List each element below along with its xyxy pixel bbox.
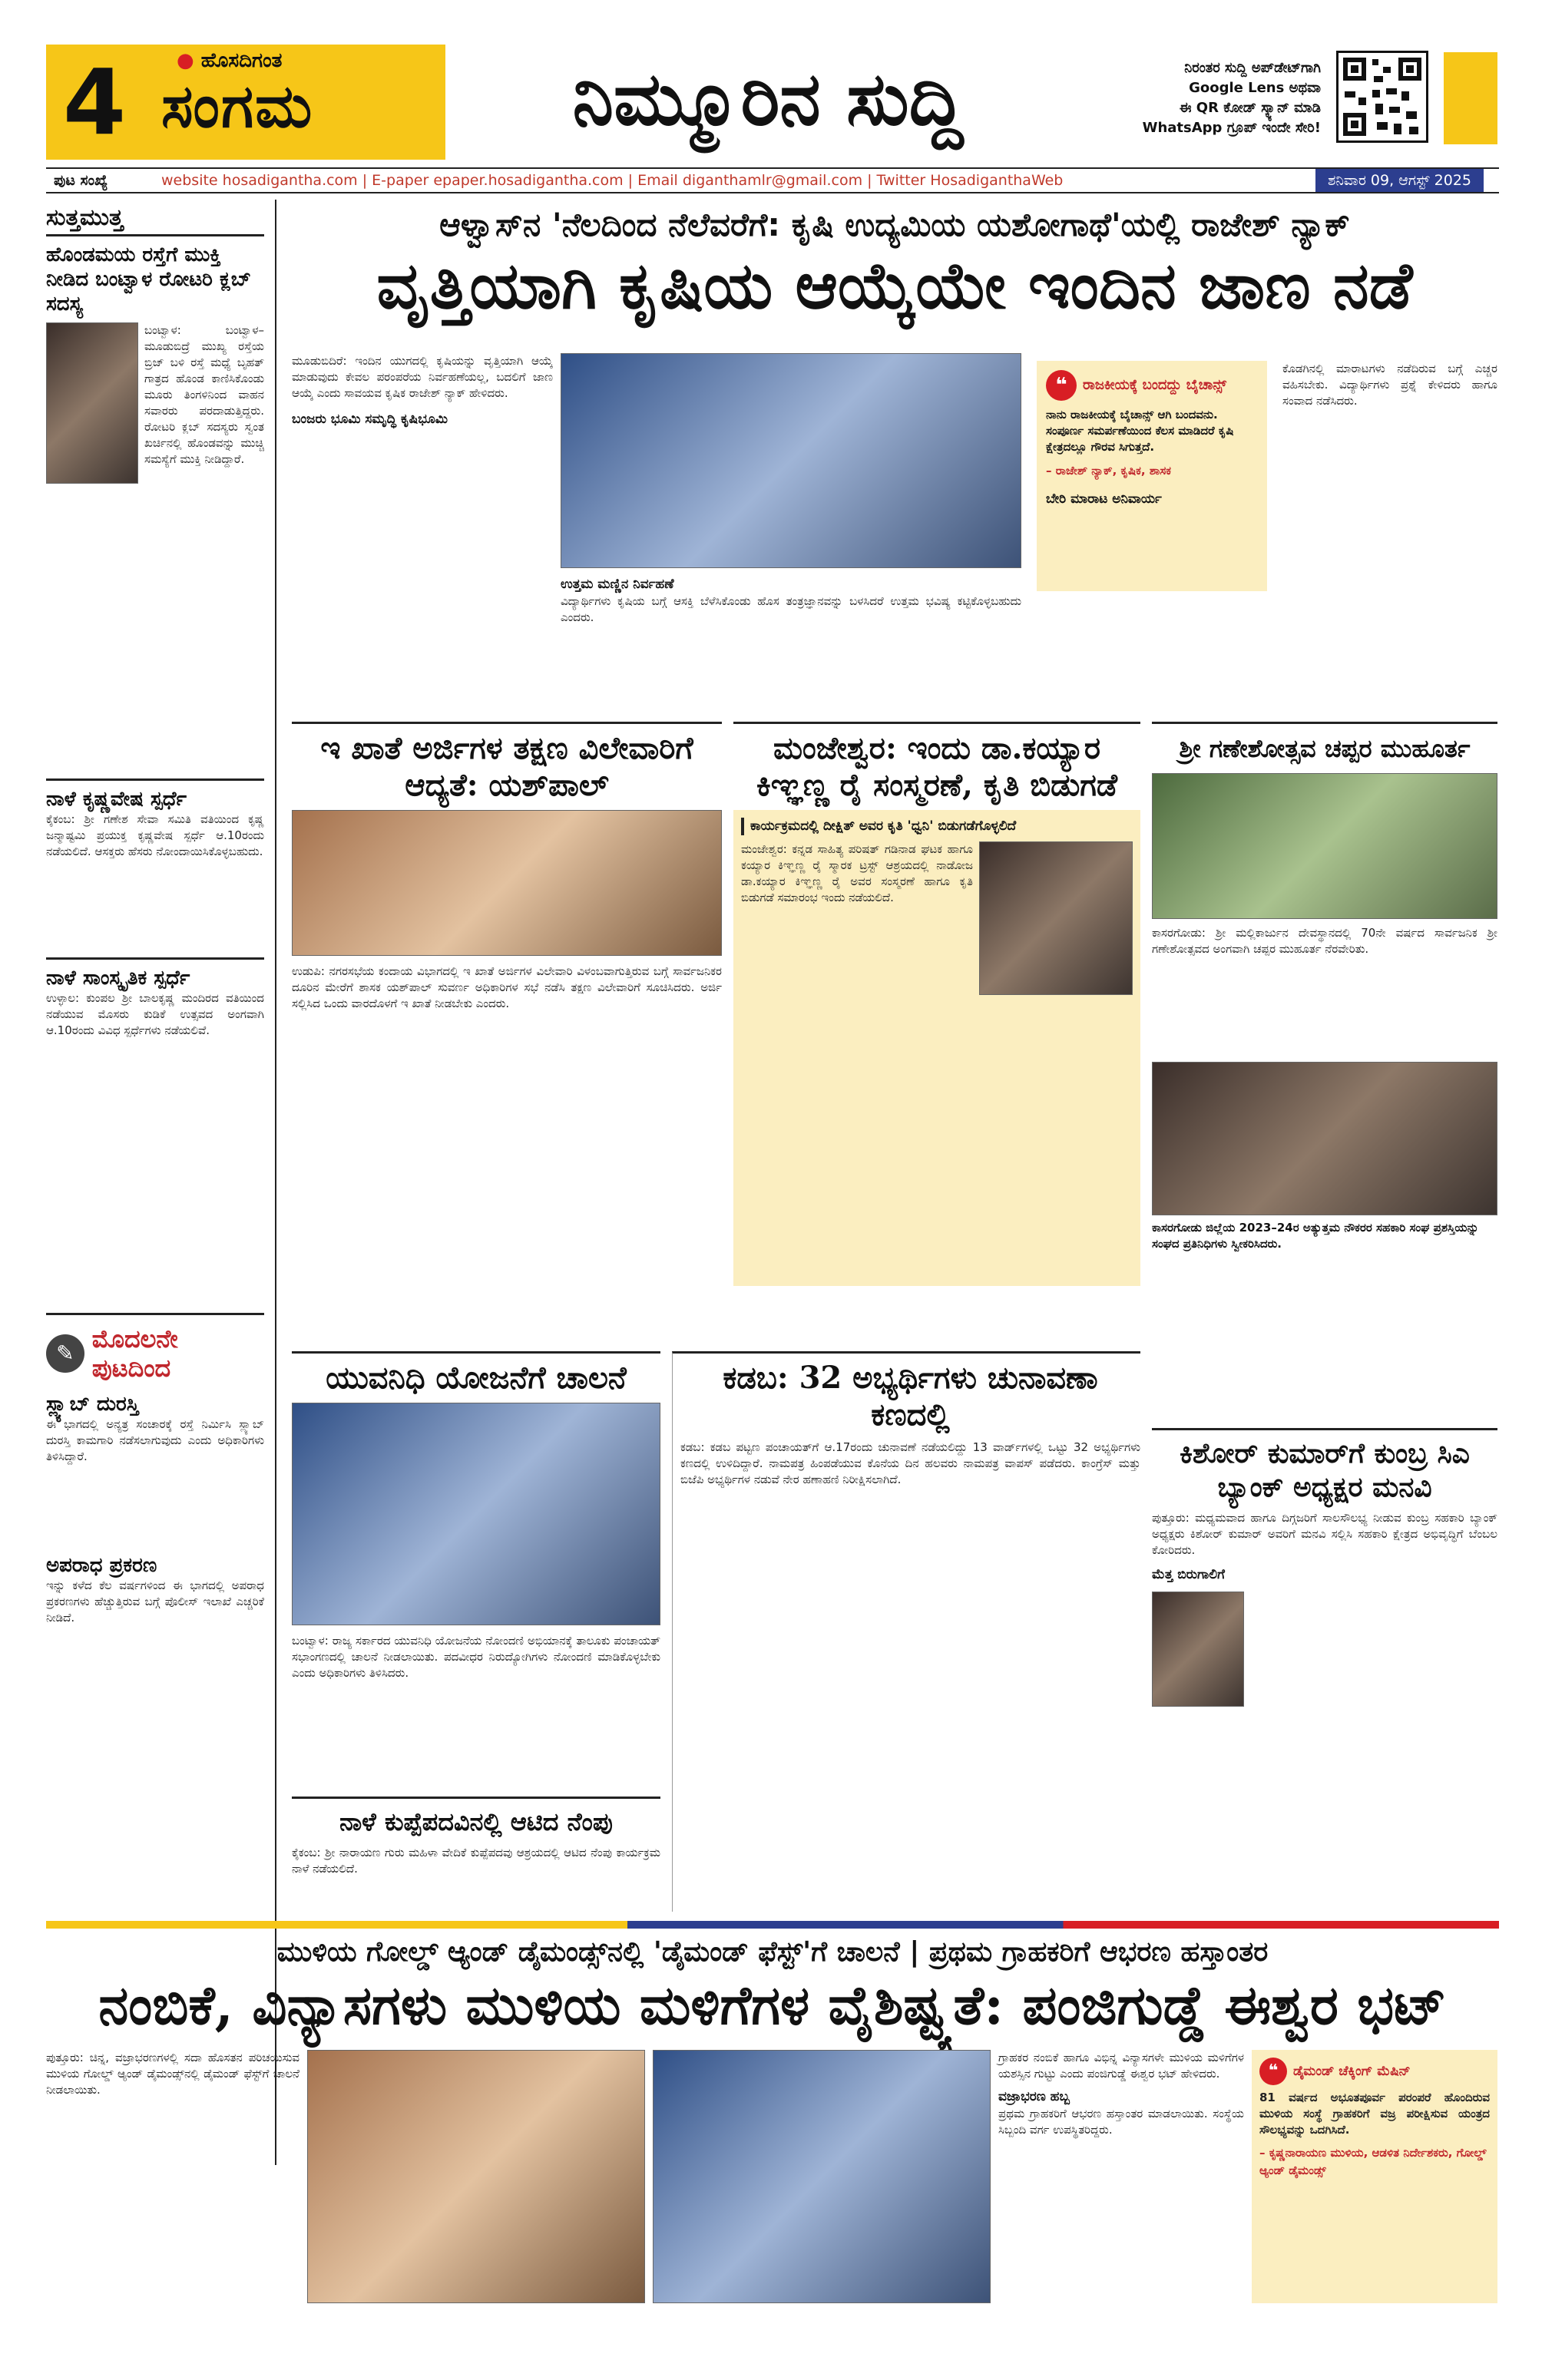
banner-column-1 — [46, 2050, 299, 2357]
lead-subhead: ಉತ್ತಮ ಮಣ್ಣಿನ ನಿರ್ವಹಣೆ — [561, 577, 674, 592]
story-text: ಕಾಸರಗೋಡು: ಶ್ರೀ ಮಲ್ಲಿಕಾರ್ಜುನ ದೇವಸ್ಥಾನದಲ್ಲಿ 70ನೇ ವರ್ಷದ ಸಾರ್ವಜನಿಕ ಶ್ರೀ ಗಣೇಶೋತ್ಸವದ ಅಂಗವಾಗಿ ಚಪ್ಪರ ಮುಹೂರ್ತ ನೆರವೇರಿತು. — [1152, 926, 1497, 956]
story-text: ಕೈಕಂಬ: ಶ್ರೀ ಗಣೇಶ ಸೇವಾ ಸಮಿತಿ ವತಿಯಿಂದ ಕೃಷ್ಣ ಜನ್ಮಾಷ್ಟಮಿ ಪ್ರಯುಕ್ತ ಕೃಷ್ಣವೇಷ ಸ್ಪರ್ಧೆ ಆ.10ರಂದು ನಡೆಯಲಿದೆ. ಆಸಕ್ತರು ಹೆಸರು ನೋಂದಾಯಿಸಿಕೊಳ್ಳಬಹುದು. — [46, 812, 264, 858]
divider — [46, 1313, 264, 1315]
portrait-photo — [1152, 1592, 1244, 1707]
story-photo — [292, 1403, 660, 1625]
divider — [46, 778, 264, 781]
page-number-block — [46, 45, 445, 160]
story-aati — [292, 1797, 660, 1877]
story-text: ಕಡಬ: ಕಡಬ ಪಟ್ಟಣ ಪಂಚಾಯತ್‌ಗೆ ಆ.17ರಂದು ಚುನಾವಣೆ ನಡೆಯಲಿದ್ದು 13 ವಾರ್ಡ್‌ಗಳಲ್ಲಿ ಒಟ್ಟು 32 ಅಭ್ಯರ್ಥಿಗಳು ಕಣದಲ್ಲಿ ಉಳಿದಿದ್ದಾರೆ. ನಾಮಪತ್ರ ಹಿಂಪಡೆಯುವ ಕೊನೆಯ ದಿನ ಹಲವರು ನಾಮಪತ್ರ ವಾಪಸ್ ಪಡೆದರು. ಕಾಂಗ್ರೆಸ್ ಮತ್ತು ಬಿಜೆಪಿ ಅಭ್ಯರ್ಥಿಗಳ ನಡುವೆ ನೇರ ಹಣಾಹಣಿ ನಿರೀಕ್ಷಿಸಲಾಗಿದೆ. — [680, 1440, 1140, 1486]
story-yuvanidhi — [292, 1351, 660, 1787]
story-headline: ಹೊಂಡಮಯ ರಸ್ತೆಗೆ ಮುಕ್ತಿ ನೀಡಿದ ಬಂಟ್ವಾಳ ರೋಟರಿ ಕ್ಲಬ್ ಸದಸ್ಯ — [46, 243, 251, 316]
story-photo — [292, 810, 722, 956]
quote-text: ನಾನು ರಾಜಕೀಯಕ್ಕೆ ಬೈಚಾನ್ಸ್ ಆಗಿ ಬಂದವನು. ಸಂಪೂರ್ಣ ಸಮರ್ಪಣೆಯಿಂದ ಕೆಲಸ ಮಾಡಿದರೆ ಕೃಷಿ ಕ್ಷೇತ್ರದಲ್ಲೂ ಗೌರವ ಸಿಗುತ್ತದೆ. — [1046, 408, 1234, 454]
story-text: ಪುತ್ತೂರು: ಮಧ್ಯಮವಾದ ಹಾಗೂ ದಿಗ್ಗಜರಿಗೆ ಸಾಲಸೌಲಭ್ಯ ನೀಡುವ ಕುಂಬ್ರ ಸಹಕಾರಿ ಬ್ಯಾಂಕ್ ಅಧ್ಯಕ್ಷರು ಕಿಶೋರ್ ಕುಮಾರ್ ಅವರಿಗೆ ಮನವಿ ಸಲ್ಲಿಸಿ ಸಹಕಾರಿ ಕ್ಷೇತ್ರದ ಅಭಿವೃದ್ಧಿಗೆ ಬೆಂಬಲ ಕೋರಿದರು. — [1152, 1511, 1497, 1557]
color-divider — [46, 1921, 1499, 1929]
masthead — [46, 45, 1499, 160]
banner-text: ಪ್ರಥಮ ಗ್ರಾಹಕರಿಗೆ ಆಭರಣ ಹಸ್ತಾಂತರ ಮಾಡಲಾಯಿತು. ಸಂಸ್ಥೆಯ ಸಿಬ್ಬಂದಿ ವರ್ಗ ಉಪಸ್ಥಿತರಿದ್ದರು. — [998, 2107, 1244, 2137]
story-subhead: ಮೆತ್ತ ಬಿರುಗಾಲಿಗೆ — [1152, 1567, 1225, 1582]
story-headline: ಸ್ಲ್ಯಾಬ್ ದುರಸ್ತಿ — [46, 1393, 139, 1416]
story-text: ಈ ಭಾಗದಲ್ಲಿ ಅನ್ಯತ್ರ ಸಂಚಾರಕ್ಕೆ ರಸ್ತೆ ನಿರ್ಮಿಸಿ ಸ್ಲ್ಯಾಬ್ ದುರಸ್ತಿ ಕಾಮಗಾರಿ ನಡೆಸಲಾಗುವುದು ಎಂದು ಅಧಿಕಾರಿಗಳು ತಿಳಿಸಿದ್ದಾರೆ. — [46, 1417, 264, 1463]
lead-photo — [561, 353, 1021, 568]
box-attribution: – ಕೃಷ್ಣನಾರಾಯಣ ಮುಳಿಯ, ಆಡಳಿತ ನಿರ್ದೇಶಕರು, ಗೋಲ್ಡ್ ಆ್ಯಂಡ್ ಡೈಮಂಡ್ಸ್ — [1259, 2146, 1487, 2177]
story-text: ಮಂಜೇಶ್ವರ: ಕನ್ನಡ ಸಾಹಿತ್ಯ ಪರಿಷತ್ ಗಡಿನಾಡ ಘಟಕ ಹಾಗೂ ಕಯ್ಯಾರ ಕಿಞ್ಞಣ್ಣ ರೈ ಸ್ಮಾರಕ ಟ್ರಸ್ಟ್ ಆಶ್ರಯದಲ್ಲಿ ನಾಡೋಜ ಡಾ.ಕಯ್ಯಾರ ಕಿಞ್ಞಣ್ಣ ರೈ ಅವರ ಸಂಸ್ಮರಣೆ ಹಾಗೂ ಕೃತಿ ಬಿಡುಗಡೆ ಸಮಾರಂಭ ಇಂದು ನಡೆಯಲಿದೆ. — [741, 842, 973, 904]
banner-kicker: ಮುಳಿಯ ಗೋಲ್ಡ್ ಆ್ಯಂಡ್ ಡೈಮಂಡ್ಸ್‌ನಲ್ಲಿ 'ಡೈಮಂಡ್ ಫೆಸ್ಟ್'ಗೆ ಚಾಲನೆ | ಪ್ರಥಮ ಗ್ರಾಹಕರಿಗೆ ಆಭರಣ ಹಸ್ತಾಂತರ — [276, 1936, 1269, 1968]
quote-icon: ❝ — [1046, 370, 1077, 401]
divider — [46, 234, 264, 236]
info-bar — [46, 167, 1499, 193]
lead-subhead: ಬೇರಿ ಮಾರಾಟ ಅನಿವಾರ್ಯ — [1046, 491, 1162, 507]
first-page-banner: ✎ ಮೊದಲನೇ ಪುಟದಿಂದ — [46, 1324, 264, 1383]
story-headline: ಅಪರಾಧ ಪ್ರಕರಣ — [46, 1554, 157, 1577]
story-callout: ಕಾರ್ಯಕ್ರಮದಲ್ಲಿ ದೀಕ್ಷಿತ್ ಅವರ ಕೃತಿ 'ಧ್ವನಿ' ಬಿಡುಗಡೆಗೊಳ್ಳಲಿದೆ — [741, 818, 1133, 835]
qr-code-icon[interactable] — [1336, 51, 1428, 143]
story-headline: ಕಡಬ: 32 ಅಭ್ಯರ್ಥಿಗಳು ಚುನಾವಣಾ ಕಣದಲ್ಲಿ — [723, 1360, 1098, 1433]
contact-links[interactable]: website hosadigantha.com | E-paper epaper.hosadigantha.com | Email diganthamlr@gmail.com | Twitter HosadiganthaWeb — [161, 172, 1064, 189]
banner-column-2 — [998, 2050, 1244, 2357]
story-body — [733, 810, 1140, 1286]
story-e-khata — [292, 722, 722, 1286]
pencil-icon: ✎ — [46, 1334, 84, 1373]
quote-title: ರಾಜಕೀಯಕ್ಕೆ ಬಂದದ್ದು ಬೈಚಾನ್ಸ್ — [1083, 377, 1226, 393]
banner-subhead: ವಜ್ರಾಭರಣ ಹಬ್ಬ — [998, 2089, 1070, 2104]
photo-caption: ಕಾಸರಗೋಡು ಜಿಲ್ಲೆಯ 2023–24ರ ಅತ್ಯುತ್ತಮ ನೌಕರರ ಸಹಕಾರಿ ಸಂಘ ಪ್ರಶಸ್ತಿಯನ್ನು ಸಂಘದ ಪ್ರತಿನಿಧಿಗಳು ಸ್ವೀಕರಿಸಿದರು. — [1152, 1221, 1479, 1251]
story-kumbra — [1152, 1428, 1497, 1912]
story-text: ಇನ್ನು ಕಳೆದ ಕೆಲ ವರ್ಷಗಳಿಂದ ಈ ಭಾಗದಲ್ಲಿ ಅಪರಾಧ ಪ್ರಕರಣಗಳು ಹೆಚ್ಚುತ್ತಿರುವ ಬಗ್ಗೆ ಪೊಲೀಸ್ ಇಲಾಖೆ ಎಚ್ಚರಿಕೆ ನೀಡಿದೆ. — [46, 1578, 264, 1625]
story-headline: ಇ ಖಾತೆ ಅರ್ಜಿಗಳ ತಕ್ಷಣ ವಿಲೇವಾರಿಗೆ ಆದ್ಯತೆ: ಯಶ್‌ಪಾಲ್ — [320, 730, 693, 803]
story-headline: ಯುವನಿಧಿ ಯೋಜನೆಗೆ ಚಾಲನೆ — [326, 1360, 627, 1396]
story-headline: ಮಂಜೇಶ್ವರ: ಇಂದು ಡಾ.ಕಯ್ಯಾರ ಕಿಞ್ಞಣ್ಣ ರೈ ಸಂಸ್ಮರಣೆ, ಕೃತಿ ಬಿಡುಗಡೆ — [756, 730, 1118, 803]
story-headline: ನಾಳೆ ಸಾಂಸ್ಕೃತಿಕ ಸ್ಪರ್ಧೆ — [46, 967, 190, 990]
lead-text: ಕೊಡಗಿನಲ್ಲಿ ಮಾರಾಟಗಳು ನಡೆದಿರುವ ಬಗ್ಗೆ ಎಚ್ಚರ ವಹಿಸಬೇಕು. ವಿದ್ಯಾರ್ಥಿಗಳು ಪ್ರಶ್ನೆ ಕೇಳಿದರು ಹಾಗೂ ಸಂವಾದ ನಡೆಸಿದರು. — [1282, 362, 1497, 408]
story-headline: ಶ್ರೀ ಗಣೇಶೋತ್ಸವ ಚಪ್ಪರ ಮುಹೂರ್ತ — [1179, 734, 1471, 763]
banner-photo-2 — [653, 2050, 991, 2303]
story-headline: ನಾಳೆ ಕುಪ್ಪೆಪದವಿನಲ್ಲಿ ಆಟಿದ ನೆಂಪು — [339, 1807, 613, 1836]
award-photo — [1152, 1062, 1497, 1215]
divider — [46, 957, 264, 960]
lead-text: ಮೂಡುಬಿದಿರೆ: ಇಂದಿನ ಯುಗದಲ್ಲಿ ಕೃಷಿಯನ್ನು ವೃತ್ತಿಯಾಗಿ ಆಯ್ಕೆ ಮಾಡುವುದು ಕೇವಲ ಪರಂಪರೆಯ ನಿರ್ವಹಣೆಯಲ್ಲ, ಬದಲಿಗೆ ಜಾಣ ಆಯ್ಕೆ ಎಂದು ಸಾವಯವ ಕೃಷಿಕ ರಾಜೇಶ್ ನ್ಯಾಕ್ ಹೇಳಿದರು. — [292, 354, 553, 400]
lead-column-3 — [1282, 361, 1497, 714]
lead-column-2 — [561, 576, 1021, 714]
story-headline: ನಾಳೆ ಕೃಷ್ಣವೇಷ ಸ್ಪರ್ಧೆ — [46, 788, 187, 811]
story-kadaba — [672, 1351, 1140, 1912]
story-ganeshotsava — [1152, 722, 1497, 1252]
lead-subhead: ಬಂಜರು ಭೂಮಿ ಸಮೃದ್ಧಿ ಕೃಷಿಭೂಮಿ — [292, 412, 448, 427]
box-title: ಡೈಮಂಡ್ ಚೆಕ್ಕಿಂಗ್ ಮೆಷಿನ್ — [1293, 2063, 1411, 2079]
story-photo — [1152, 773, 1497, 919]
lead-text: ವಿದ್ಯಾರ್ಥಿಗಳು ಕೃಷಿಯ ಬಗ್ಗೆ ಆಸಕ್ತಿ ಬೆಳೆಸಿಕೊಂಡು ಹೊಸ ತಂತ್ರಜ್ಞಾನವನ್ನು ಬಳಸಿದರೆ ಉತ್ತಮ ಭವಿಷ್ಯ ಕಟ್ಟಿಕೊಳ್ಳಬಹುದು ಎಂದರು. — [561, 594, 1021, 624]
story-text: ಕೈಕಂಬ: ಶ್ರೀ ನಾರಾಯಣ ಗುರು ಮಹಿಳಾ ವೇದಿಕೆ ಕುಪ್ಪೆಪದವು ಆಶ್ರಯದಲ್ಲಿ ಆಟಿದ ನೆಂಪು ಕಾರ್ಯಕ್ರಮ ನಾಳೆ ನಡೆಯಲಿದೆ. — [292, 1846, 660, 1876]
brand-top: ● ಹೊಸದಿಗಂತ — [177, 49, 283, 72]
story-text: ಉಳ್ಳಾಲ: ಕುಂಪಲ ಶ್ರೀ ಬಾಲಕೃಷ್ಣ ಮಂದಿರದ ವತಿಯಿಂದ ನಡೆಯುವ ಮೊಸರು ಕುಡಿಕೆ ಉತ್ಸವದ ಅಂಗವಾಗಿ ಆ.10ರಂದು ವಿವಿಧ ಸ್ಪರ್ಧೆಗಳು ನಡೆಯಲಿವೆ. — [46, 991, 264, 1037]
issue-date: ಶನಿವಾರ 09, ಆಗಸ್ಟ್ 2025 — [1315, 169, 1484, 192]
page-label: ಪುಟ ಸಂಖ್ಯೆ — [54, 172, 108, 189]
story-text: ಬಂಟ್ವಾಳ: ಬಂಟ್ವಾಳ–ಮೂಡುಬಿದ್ರೆ ಮುಖ್ಯ ರಸ್ತೆಯ ಬ್ರಿಜ್ ಬಳಿ ರಸ್ತೆ ಮಧ್ಯೆ ಬೃಹತ್ ಗಾತ್ರದ ಹೊಂಡ ಕಾಣಿಸಿಕೊಂಡು ಮೂರು ತಿಂಗಳಿನಿಂದ ವಾಹನ ಸವಾರರು ಪರದಾಡುತ್ತಿದ್ದರು. ರೋಟರಿ ಕ್ಲಬ್ ಸದಸ್ಯರು ಸ್ವಂತ ಖರ್ಚಿನಲ್ಲಿ ಹೊಂಡವನ್ನು ಮುಚ್ಚಿ ಸಮಸ್ಯೆಗೆ ಮುಕ್ತಿ ನೀಡಿದ್ದಾರೆ. — [144, 323, 264, 466]
story-text: ಬಂಟ್ವಾಳ: ರಾಜ್ಯ ಸರ್ಕಾರದ ಯುವನಿಧಿ ಯೋಜನೆಯ ನೋಂದಣಿ ಅಭಿಯಾನಕ್ಕೆ ತಾಲೂಕು ಪಂಚಾಯತ್ ಸಭಾಂಗಣದಲ್ಲಿ ಚಾಲನೆ ನೀಡಲಾಯಿತು. ಪದವೀಧರ ನಿರುದ್ಯೋಗಿಗಳು ನೋಂದಣಿ ಮಾಡಿಕೊಳ್ಳಬೇಕು ಎಂದು ಅಧಿಕಾರಿಗಳು ತಿಳಿಸಿದರು. — [292, 1634, 660, 1680]
banner-text: ಗ್ರಾಹಕರ ನಂಬಿಕೆ ಹಾಗೂ ವಿಭಿನ್ನ ವಿನ್ಯಾಸಗಳೇ ಮುಳಿಯ ಮಳಿಗೆಗಳ ಯಶಸ್ಸಿನ ಗುಟ್ಟು ಎಂದು ಪಂಜಿಗುಡ್ಡೆ ಈಶ್ವರ ಭಟ್ ಹೇಳಿದರು. — [998, 2051, 1244, 2081]
quote-box — [1037, 361, 1267, 591]
lead-headline: ವೃತ್ತಿಯಾಗಿ ಕೃಷಿಯ ಆಯ್ಕೆಯೇ ಇಂದಿನ ಜಾಣ ನಡೆ — [376, 247, 1413, 323]
qr-text: ನಿರಂತರ ಸುದ್ದಿ ಅಪ್‌ಡೇಟ್‌ಗಾಗಿ Google Lens ಅಥವಾ ಈ QR ಕೋಡ್ ಸ್ಕ್ಯಾನ್ ಮಾಡಿ WhatsApp ಗ್ರೂಪ್ ಇಂದೇ ಸೇರಿ! — [1142, 60, 1321, 136]
story-photo — [46, 322, 138, 484]
page-title: ನಿಮ್ಮೂರಿನ ಸುದ್ದಿ — [572, 55, 964, 142]
banner-photo-1 — [307, 2050, 645, 2303]
story-headline: ಕಿಶೋರ್ ಕುಮಾರ್‌ಗೆ ಕುಂಬ್ರ ಸಿಎ ಬ್ಯಾಂಕ್ ಅಧ್ಯಕ್ಷರ ಮನವಿ — [1180, 1437, 1470, 1503]
lead-column-1 — [292, 353, 553, 714]
section-title: ಸುತ್ತಮುತ್ತ — [46, 204, 124, 231]
banner-headline: ನಂಬಿಕೆ, ವಿನ್ಯಾಸಗಳು ಮುಳಿಯ ಮಳಿಗೆಗಳ ವೈಶಿಷ್ಟ್ಯತೆ: ಪಂಜಿಗುಡ್ಡೆ ಈಶ್ವರ ಭಟ್ — [98, 1973, 1447, 2037]
brand-main: ಸಂಗಮ — [161, 72, 314, 141]
story-manjeshwar — [733, 722, 1140, 1286]
page-number: 4 — [63, 49, 127, 155]
story-text-continued — [46, 487, 264, 778]
masthead-accent — [1444, 52, 1497, 144]
portrait-photo — [979, 841, 1133, 995]
lead-kicker: ಆಳ್ವಾಸ್‌ನ 'ನೆಲದಿಂದ ನೆಲೆವರೆಗೆ: ಕೃಷಿ ಉದ್ಯಮಿಯ ಯಶೋಗಾಥೆ'ಯಲ್ಲಿ ರಾಜೇಶ್ ನ್ಯಾಕ್ — [439, 206, 1350, 243]
banner-text: ಪುತ್ತೂರು: ಚಿನ್ನ, ವಜ್ರಾಭರಣಗಳಲ್ಲಿ ಸದಾ ಹೊಸತನ ಪರಿಚಯಿಸುವ ಮುಳಿಯ ಗೋಲ್ಡ್ ಆ್ಯಂಡ್ ಡೈಮಂಡ್ಸ್‌ನಲ್ಲಿ ಡೈಮಂಡ್ ಫೆಸ್ಟ್‌ಗೆ ಚಾಲನೆ ನೀಡಲಾಯಿತು. — [46, 2051, 299, 2097]
story-text: ಉಡುಪಿ: ನಗರಸಭೆಯ ಕಂದಾಯ ವಿಭಾಗದಲ್ಲಿ ಇ ಖಾತೆ ಅರ್ಜಿಗಳ ವಿಲೇವಾರಿ ವಿಳಂಬವಾಗುತ್ತಿರುವ ಬಗ್ಗೆ ಸಾರ್ವಜನಿಕರ ದೂರಿನ ಮೇರೆಗೆ ಶಾಸಕ ಯಶ್‌ಪಾಲ್ ಸುವರ್ಣ ಅಧಿಕಾರಿಗಳ ಸಭೆ ನಡೆಸಿ ತಕ್ಷಣ ವಿಲೇವಾರಿಗೆ ಸೂಚಿಸಿದರು. ಅರ್ಜಿ ಸಲ್ಲಿಸಿದ ಒಂದು ವಾರದೊಳಗೆ ಇ ಖಾತೆ ನೀಡಬೇಕು ಎಂದರು. — [292, 964, 722, 1010]
left-column — [46, 200, 276, 2165]
diamond-box — [1252, 2050, 1497, 2303]
quote-icon: ❝ — [1259, 2058, 1287, 2085]
quote-attribution: – ರಾಜೇಶ್ ನ್ಯಾಕ್, ಕೃಷಿಕ, ಶಾಸಕ — [1046, 464, 1172, 478]
box-text: 81 ವರ್ಷದ ಅಭೂತಪೂರ್ವ ಪರಂಪರೆ ಹೊಂದಿರುವ ಮುಳಿಯ ಸಂಸ್ಥೆ ಗ್ರಾಹಕರಿಗೆ ವಜ್ರ ಪರೀಕ್ಷಿಸುವ ಯಂತ್ರದ ಸೌಲಭ್ಯವನ್ನು ಒದಗಿಸಿದೆ. — [1259, 2091, 1490, 2137]
